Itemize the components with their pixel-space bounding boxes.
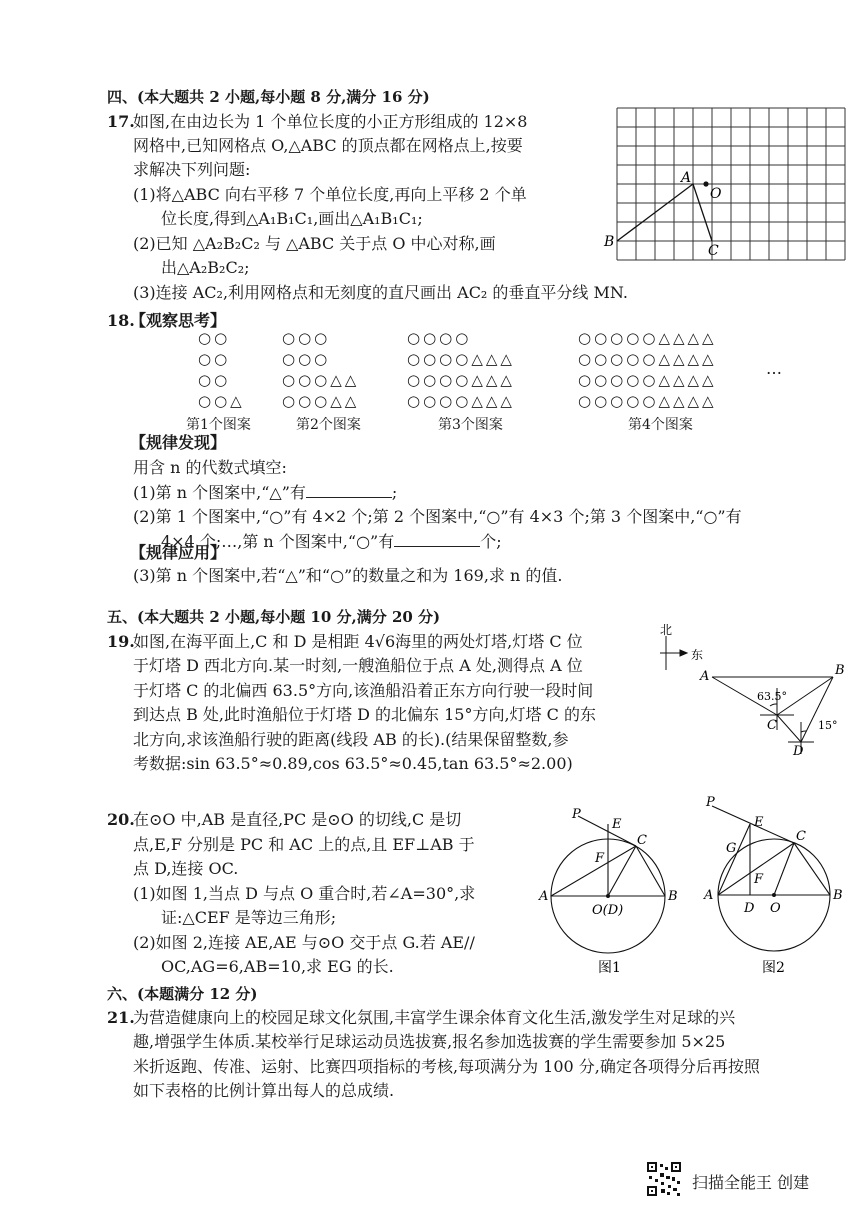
fig2-caption: 图2 — [762, 960, 785, 976]
pattern-1-caption: 第1个图案 — [186, 417, 251, 433]
chord-ac — [551, 846, 636, 896]
q20-figure-2 — [700, 796, 850, 980]
pattern-1-row: ○○ — [198, 371, 231, 389]
q20-line-1: 在⊙O 中,AB 是直径,PC 是⊙O 的切线,C 是切 — [133, 810, 462, 829]
pattern-3-caption: 第3个图案 — [438, 417, 503, 433]
q21-line-2: 趣,增强学生体质.某校举行足球运动员选拔赛,报名参加选拔赛的学生需要参加 5×25 — [133, 1032, 726, 1051]
angle-15: 15° — [818, 719, 838, 732]
tangent-pc — [712, 806, 794, 843]
pattern-3-row: ○○○○△△△ — [407, 371, 515, 389]
q21-line-4: 如下表格的比例计算出每人的总成绩. — [133, 1081, 395, 1100]
pattern-2-row: ○○○ — [282, 350, 331, 368]
segment-bd — [801, 677, 833, 742]
label-c: C — [637, 833, 647, 848]
q17-line-2: 网格中,已知网格点 O,△ABC 的顶点都在网格点上,按要 — [133, 136, 523, 155]
pattern-2-caption: 第2个图案 — [296, 417, 361, 433]
point-o — [703, 181, 708, 186]
section-4-header: 四、(本大题共 2 小题,每小题 8 分,满分 16 分) — [107, 88, 430, 106]
q18-part1-text: (1)第 n 个图案中,“△”有 — [133, 483, 306, 502]
pattern-3-row: ○○○○△△△ — [407, 392, 515, 410]
chord-bc — [794, 843, 830, 895]
label-b: B — [835, 663, 845, 678]
q20-figure-1 — [539, 800, 690, 980]
q17-line-1: 如图,在由边长为 1 个单位长度的小正方形组成的 12×8 — [133, 112, 528, 131]
segment-oc — [608, 846, 636, 896]
label-p: P — [706, 795, 715, 810]
q18-part1 — [133, 481, 397, 504]
q20-line-6: (2)如图 2,连接 AE,AE 与⊙O 交于点 G.若 AE// — [133, 933, 475, 952]
pattern-2-row: ○○○△△ — [282, 371, 360, 389]
label-b: B — [833, 888, 843, 903]
q17-line-5: 位长度,得到△A₁B₁C₁,画出△A₁B₁C₁; — [161, 209, 423, 228]
section-6-header: 六、(本题满分 12 分) — [107, 985, 258, 1003]
angle-63-5: 63.5° — [757, 690, 787, 703]
q17-grid-figure — [600, 100, 850, 270]
q19-line-4: 到达点 B 处,此时渔船位于灯塔 D 的北偏东 15°方向,灯塔 C 的东 — [133, 705, 596, 724]
segment-oc — [774, 843, 794, 895]
pattern-3-row: ○○○○△△△ — [407, 350, 515, 368]
label-c: C — [708, 243, 719, 259]
pattern-4-caption: 第4个图案 — [628, 417, 693, 433]
q21-line-1: 为营造健康向上的校园足球文化氛围,丰富学生课余体育文化生活,激发学生对足球的兴 — [133, 1008, 736, 1027]
section-5-header: 五、(本大题共 2 小题,每小题 10 分,满分 20 分) — [107, 608, 441, 626]
rule-intro: 用含 n 的代数式填空: — [133, 458, 287, 477]
q17-line-3: 求解决下列问题: — [133, 160, 251, 179]
pattern-ellipsis: … — [766, 359, 782, 378]
label-g: G — [726, 841, 737, 856]
pattern-4-row: ○○○○○△△△△ — [578, 371, 717, 389]
q20-line-5: 证:△CEF 是等边三角形; — [161, 908, 337, 927]
label-e: E — [754, 815, 764, 830]
label-od: O(D) — [592, 903, 624, 918]
q19-number: 19. — [107, 632, 135, 651]
segment-cd — [777, 715, 801, 742]
label-c: C — [796, 829, 806, 844]
pattern-2-row: ○○○△△ — [282, 392, 360, 410]
q18-part2-end: 个; — [480, 532, 502, 551]
q20-line-4: (1)如图 1,当点 D 与点 O 重合时,若∠A=30°,求 — [133, 884, 476, 903]
label-a: A — [700, 669, 710, 684]
pattern-2-row: ○○○ — [282, 329, 331, 347]
q18-part2-text: (2)第 1 个图案中,“○”有 4×2 个;第 2 个图案中,“○”有 4×3 个;第 3 个图案中,“○”有 — [133, 507, 742, 526]
label-e: E — [612, 817, 622, 832]
q21-number: 21. — [107, 1008, 135, 1027]
q19-lighthouse-figure — [660, 622, 855, 762]
qr-code-icon — [646, 1161, 682, 1197]
q19-line-2: 于灯塔 D 西北方向.某一时刻,一艘渔船位于点 A 处,测得点 A 位 — [133, 656, 583, 675]
label-a: A — [539, 889, 549, 904]
pattern-4 — [578, 328, 717, 412]
label-b: B — [668, 889, 678, 904]
label-d: D — [744, 901, 755, 916]
q17-number: 17. — [107, 112, 135, 131]
pattern-1-row: ○○△ — [198, 392, 245, 410]
label-north: 北 — [660, 623, 673, 637]
q18-part2 — [133, 506, 742, 528]
q18-number: 18. — [107, 311, 135, 330]
pattern-1 — [198, 328, 245, 412]
label-o: O — [710, 186, 722, 202]
label-f: F — [595, 851, 605, 866]
watermark-text: 扫描全能王 创建 — [692, 1173, 810, 1192]
q18-title: 【观察思考】 — [130, 311, 227, 330]
label-f: F — [754, 872, 764, 887]
q18-part1-blank[interactable] — [306, 481, 392, 498]
label-b: B — [604, 234, 615, 250]
label-d: D — [793, 744, 804, 759]
q19-line-3: 于灯塔 C 的北偏西 63.5°方向,该渔船沿着正东方向行驶一段时间 — [133, 681, 594, 700]
q17-line-8: (3)连接 AC₂,利用网格点和无刻度的直尺画出 AC₂ 的垂直平分线 MN. — [133, 283, 628, 302]
q18-part2-blank[interactable] — [394, 530, 480, 547]
tangent-pc — [578, 816, 636, 846]
q18-part1-end: ; — [391, 483, 398, 502]
label-a: A — [681, 170, 692, 186]
pattern-2 — [282, 328, 359, 412]
label-p: P — [572, 807, 581, 822]
q19-line-1: 如图,在海平面上,C 和 D 是相距 4√6海里的两处灯塔,灯塔 C 位 — [133, 632, 583, 651]
rule-discovery-title: 【规律发现】 — [130, 433, 227, 452]
q20-number: 20. — [107, 810, 135, 829]
rule-apply-title: 【规律应用】 — [130, 543, 227, 562]
q20-line-3: 点 D,连接 OC. — [133, 859, 239, 878]
q17-line-7: 出△A₂B₂C₂; — [161, 258, 250, 277]
pattern-4-row: ○○○○○△△△△ — [578, 350, 717, 368]
q17-line-4: (1)将△ABC 向右平移 7 个单位长度,再向上平移 2 个单 — [133, 185, 527, 204]
q21-line-3: 米折返跑、传准、运射、比赛四项指标的考核,每项满分为 100 分,确定各项得分后再按照 — [133, 1057, 760, 1076]
triangle-abc — [617, 184, 712, 241]
q19-line-6: 考数据:sin 63.5°≈0.89,cos 63.5°≈0.45,tan 63.5°≈2.00) — [133, 754, 573, 773]
q18-part3: (3)第 n 个图案中,若“△”和“○”的数量之和为 169,求 n 的值. — [133, 566, 563, 585]
q19-line-5: 北方向,求该渔船行驶的距离(线段 AB 的长).(结果保留整数,参 — [133, 730, 569, 749]
q20-line-2: 点,E,F 分别是 PC 和 AC 上的点,且 EF⊥AB 于 — [133, 835, 475, 854]
label-a: A — [704, 888, 714, 903]
label-o: O — [770, 901, 781, 916]
q17-line-6: (2)已知 △A₂B₂C₂ 与 △ABC 关于点 O 中心对称,画 — [133, 234, 496, 253]
pattern-1-row: ○○ — [198, 329, 231, 347]
pattern-4-row: ○○○○○△△△△ — [578, 329, 717, 347]
chord-bc — [636, 846, 665, 896]
pattern-1-row: ○○ — [198, 350, 231, 368]
pattern-3-row: ○○○○ — [407, 329, 472, 347]
label-east: 东 — [691, 648, 704, 662]
q20-line-7: OC,AG=6,AB=10,求 EG 的长. — [161, 957, 394, 976]
pattern-3 — [407, 328, 515, 412]
label-c: C — [767, 718, 777, 733]
q18-part2-text-2: 4×4 个;…,第 n 个图案中,“○”有 — [161, 532, 395, 551]
pattern-4-row: ○○○○○△△△△ — [578, 392, 717, 410]
fig1-caption: 图1 — [598, 960, 621, 976]
